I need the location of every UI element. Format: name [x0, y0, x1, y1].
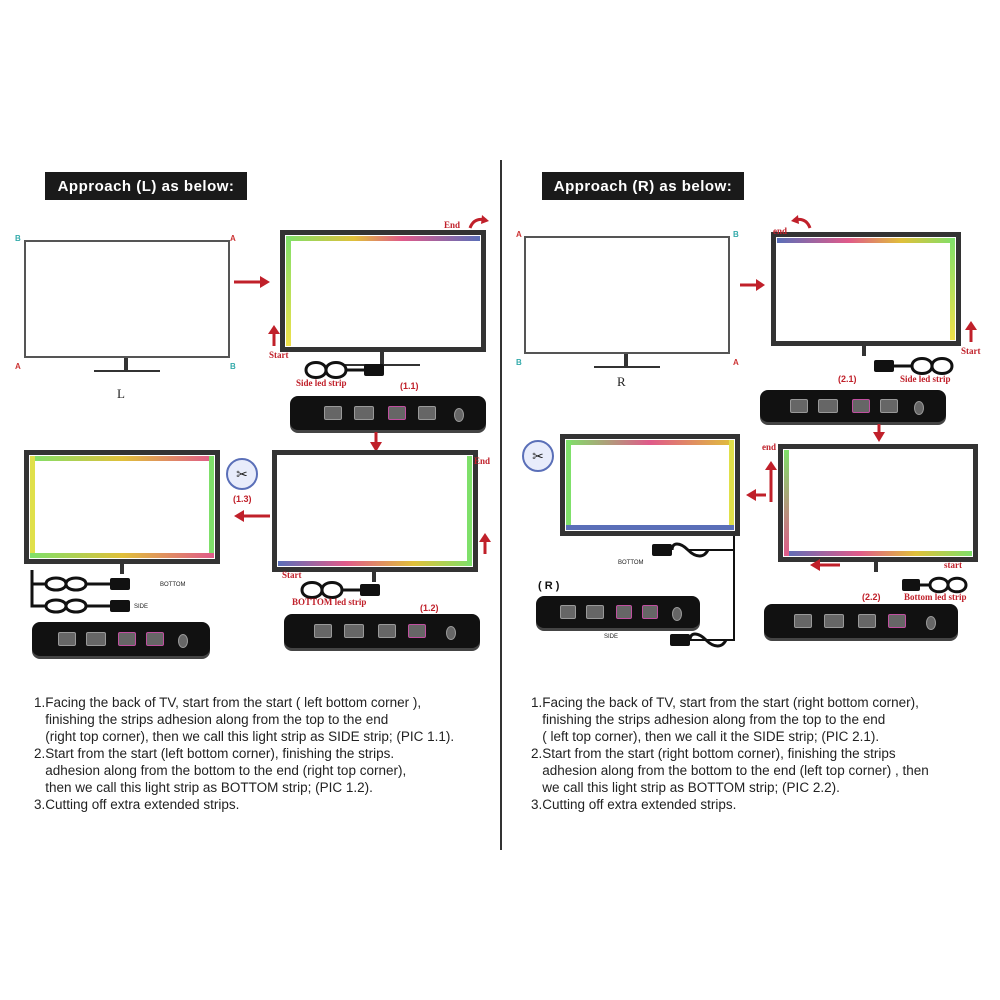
- bottom-strip-label-r: Bottom led strip: [904, 592, 967, 602]
- right-instructions: [531, 694, 929, 813]
- side-strip-label-r: Side led strip: [900, 374, 951, 384]
- plug-bottom-label-r: BOTTOM: [618, 560, 644, 566]
- start-label-2-2: start: [944, 560, 962, 570]
- tv-pic-1-3: [24, 450, 220, 564]
- down-arrow-icon: [872, 422, 886, 444]
- tv-base: [594, 366, 660, 368]
- arrow-right-icon: [232, 274, 272, 290]
- instruction-line: adhesion along from the bottom to the end (right top corner),: [34, 763, 407, 778]
- tv-pic-2-3: [560, 434, 740, 536]
- plug-side-label-r: SIDE: [604, 634, 619, 640]
- instruction-line: 1.Facing the back of TV, start from the start (right bottom corner),: [531, 695, 919, 710]
- controller-box-1-3: [32, 622, 210, 656]
- curved-arrow-icon: [790, 214, 812, 230]
- end-label-2-1: end: [773, 226, 788, 236]
- instruction-line: finishing the strips adhesion along from the top to the end: [531, 712, 886, 727]
- end-label-2-2: end: [762, 442, 777, 452]
- corner-b-top-right: B: [733, 230, 739, 239]
- step-1-2: (1.2): [420, 603, 439, 613]
- corner-b-bottom-right: B: [230, 362, 236, 371]
- tv-pic-2-2: [778, 444, 978, 562]
- instruction-line: 1.Facing the back of TV, start from the start ( left bottom corner ),: [34, 695, 422, 710]
- instruction-line: then we call this light strip as BOTTOM strip; (PIC 1.2).: [34, 780, 373, 795]
- tv-r-plain: [524, 236, 730, 354]
- corner-b-top-left: B: [15, 234, 21, 243]
- controller-box-2-3: [536, 596, 700, 628]
- scissors-icon: ✂: [522, 440, 554, 472]
- corner-a-bottom-right: A: [733, 358, 739, 367]
- instruction-line: ( left top corner), then we call it the SIDE strip; (PIC 2.1).: [531, 729, 880, 744]
- left-title: Approach (L) as below:: [45, 172, 247, 200]
- scissors-icon: ✂: [226, 458, 258, 490]
- arrow-left-icon: [808, 558, 842, 572]
- up-arrow-icon: [964, 320, 978, 344]
- right-title: Approach (R) as below:: [542, 172, 744, 200]
- end-label-1-2: End: [474, 456, 491, 466]
- arrow-left-icon: [744, 488, 768, 502]
- tv-l-caption: L: [117, 386, 125, 401]
- start-label-1-2: Start: [282, 570, 302, 580]
- instruction-line: 2.Start from the start (left bottom corner), finishing the strips.: [34, 746, 395, 761]
- end-label-1-1: End: [444, 220, 461, 230]
- r-marker: ( R ): [538, 580, 560, 592]
- tv-pic-1-1: [280, 230, 486, 352]
- step-1-3: (1.3): [233, 494, 252, 504]
- arrow-left-icon: [232, 508, 272, 524]
- instruction-line: 3.Cutting off extra extended strips.: [34, 797, 240, 812]
- start-label-1-1: Start: [269, 350, 289, 360]
- instruction-line: adhesion along from the bottom to the end (left top corner) , then: [531, 763, 929, 778]
- bottom-strip-label-l: BOTTOM led strip: [292, 597, 367, 607]
- step-2-2: (2.2): [862, 592, 881, 602]
- controller-box-2-2: [764, 604, 958, 638]
- start-label-2-1: Start: [961, 346, 981, 356]
- plug-bottom-label-l: BOTTOM: [160, 582, 186, 588]
- instruction-line: finishing the strips adhesion along from the top to the end: [34, 712, 389, 727]
- tv-l-plain: [24, 240, 230, 358]
- tv-r-caption: R: [617, 374, 626, 389]
- instruction-line: we call this light strip as BOTTOM strip; (PIC 2.2).: [531, 780, 840, 795]
- instruction-line: 3.Cutting off extra extended strips.: [531, 797, 737, 812]
- corner-a-bottom-left: A: [15, 362, 21, 371]
- tv-stand: [862, 346, 866, 356]
- tv-pic-2-1: [771, 232, 961, 346]
- corner-a-top-left: A: [516, 230, 522, 239]
- infinity-cable-icon: [616, 536, 746, 652]
- step-2-1: (2.1): [838, 374, 857, 384]
- instruction-line: (right top corner), then we call this light strip as SIDE strip; (PIC 1.1).: [34, 729, 455, 744]
- tv-stand: [874, 562, 878, 572]
- tv-base: [94, 370, 160, 372]
- tv-stand: [624, 354, 628, 366]
- controller-box-1-1: [290, 396, 486, 430]
- corner-a-top-right: A: [230, 234, 236, 243]
- infinity-cable-icon: [30, 570, 140, 620]
- up-arrow-icon: [267, 324, 281, 348]
- arrow-right-icon: [738, 278, 766, 292]
- instruction-line: 2.Start from the start (right bottom corner), finishing the strips: [531, 746, 896, 761]
- corner-b-bottom-left: B: [516, 358, 522, 367]
- side-strip-label-l: Side led strip: [296, 378, 347, 388]
- step-1-1: (1.1): [400, 381, 419, 391]
- plug-side-label-l: SIDE: [134, 604, 149, 610]
- curved-arrow-icon: [468, 214, 490, 230]
- controller-box-1-2: [284, 614, 480, 648]
- controller-box-2-1: [760, 390, 946, 422]
- center-divider: [500, 160, 502, 850]
- tv-stand: [124, 358, 128, 370]
- tv-pic-1-2: [272, 450, 478, 572]
- left-instructions: [34, 694, 454, 813]
- up-arrow-icon: [478, 532, 492, 556]
